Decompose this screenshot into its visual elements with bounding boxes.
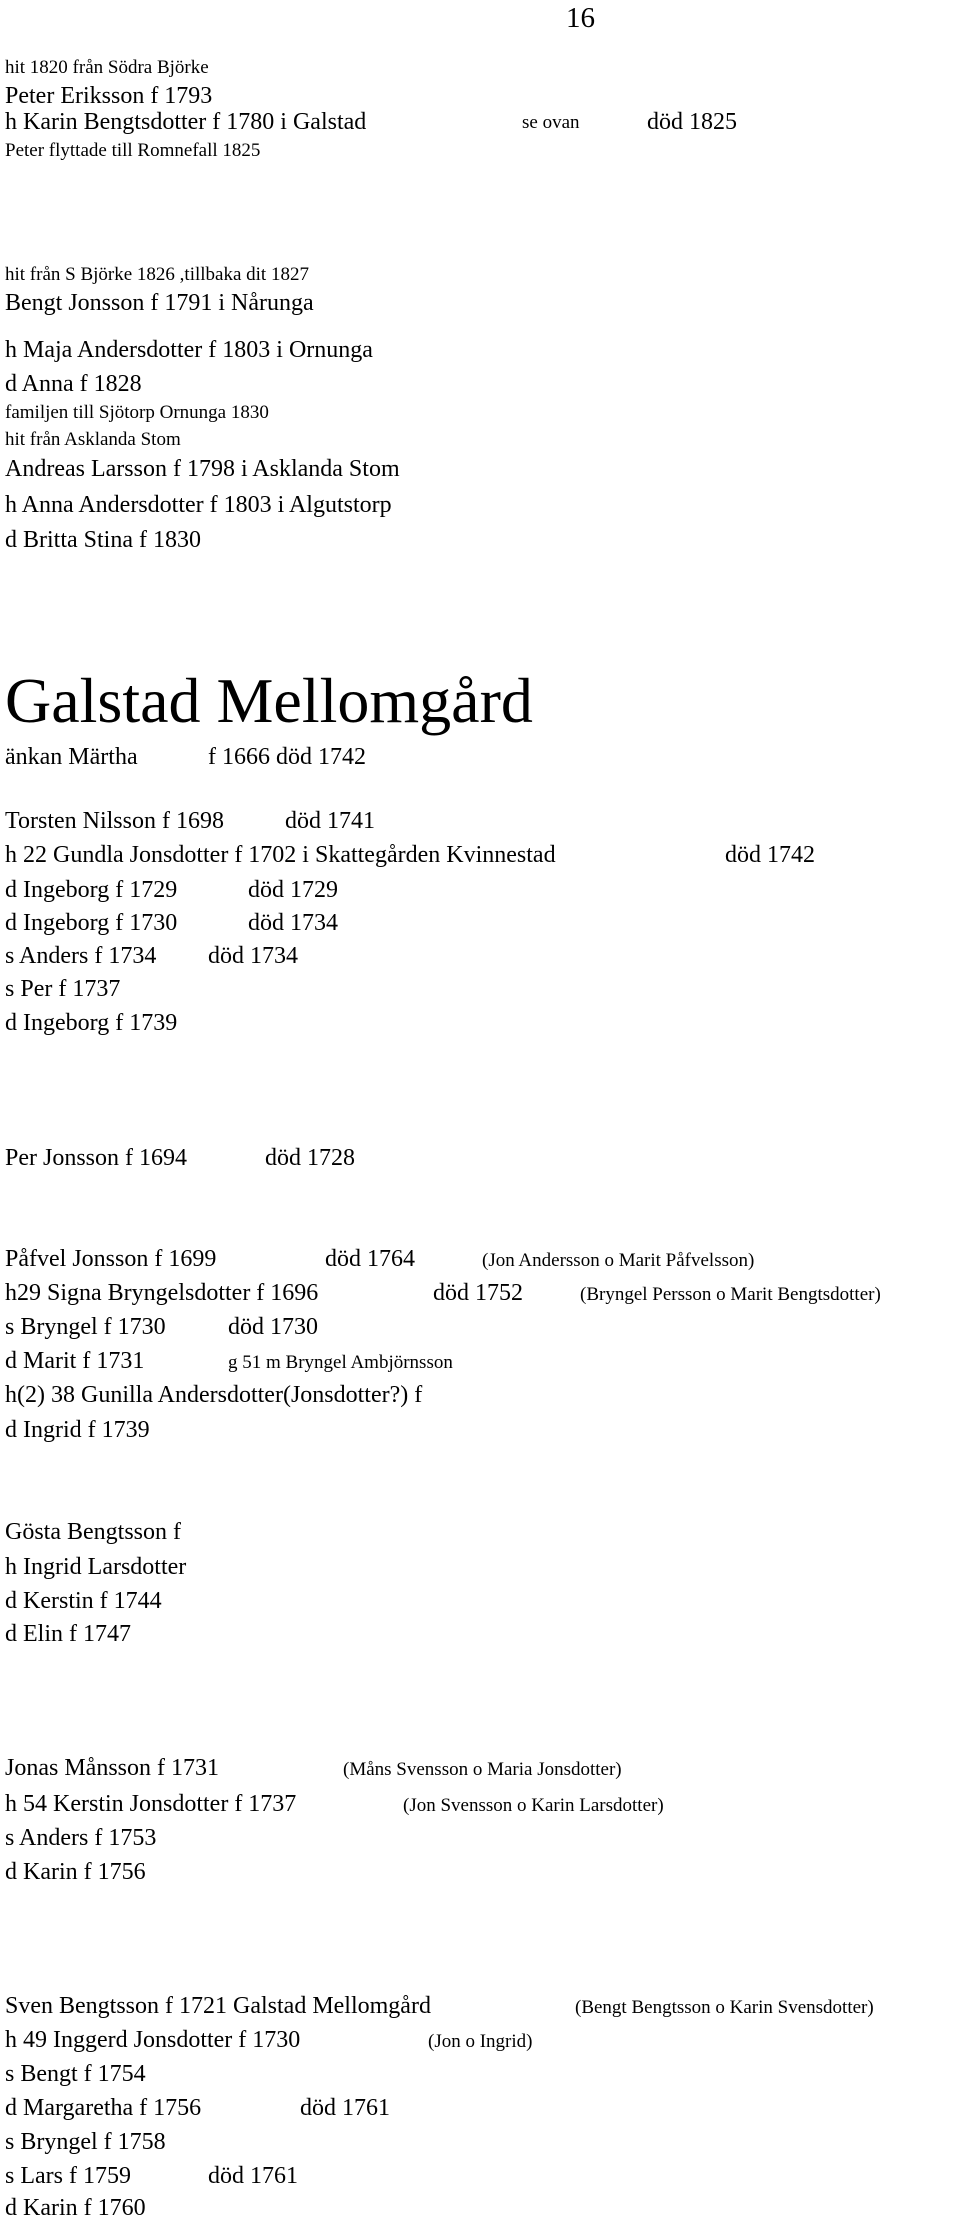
page-number: 16	[566, 2, 595, 34]
text-line: hit 1820 från Södra Björke	[5, 57, 209, 78]
text-line: s Anders f 1734	[5, 943, 157, 969]
text-line: d Karin f 1756	[5, 1859, 146, 1885]
text-line: s Per f 1737	[5, 976, 121, 1002]
text-line: d Karin f 1760	[5, 2195, 146, 2221]
text-line: Bengt Jonsson f 1791 i Nårunga	[5, 290, 314, 316]
annotation: se ovan	[522, 112, 580, 133]
text-line: h Ingrid Larsdotter	[5, 1554, 187, 1580]
death-year: död 1742	[725, 842, 815, 868]
parents-note: (Jon Andersson o Marit Påfvelsson)	[482, 1250, 755, 1271]
text-line: d Kerstin f 1744	[5, 1588, 162, 1614]
text-line: Torsten Nilsson f 1698	[5, 808, 224, 834]
text-line: d Ingrid f 1739	[5, 1417, 150, 1443]
text-line: d Ingeborg f 1730	[5, 910, 178, 936]
death-year: död 1752	[433, 1280, 523, 1306]
text-line: f 1666 död 1742	[208, 744, 366, 770]
death-year: död 1734	[208, 943, 298, 969]
death-year: död 1728	[265, 1145, 355, 1171]
parents-note: (Jon o Ingrid)	[428, 2031, 533, 2052]
text-line: h 54 Kerstin Jonsdotter f 1737	[5, 1791, 297, 1817]
text-line: familjen till Sjötorp Ornunga 1830	[5, 402, 269, 423]
death-year: död 1729	[248, 877, 338, 903]
text-line: d Ingeborg f 1739	[5, 1010, 178, 1036]
text-line: h Anna Andersdotter f 1803 i Algutstorp	[5, 492, 392, 518]
text-line: d Elin f 1747	[5, 1621, 131, 1647]
text-line: s Bryngel f 1758	[5, 2129, 166, 2155]
text-line: Gösta Bengtsson f	[5, 1519, 181, 1545]
death-year: död 1761	[300, 2095, 390, 2121]
text-line: Peter Eriksson f 1793	[5, 83, 213, 109]
text-line: änkan Märtha	[5, 744, 138, 770]
text-line: Påfvel Jonsson f 1699	[5, 1246, 217, 1272]
death-year: död 1741	[285, 808, 375, 834]
parents-note: (Bryngel Persson o Marit Bengtsdotter)	[580, 1284, 881, 1305]
death-year: död 1730	[228, 1314, 318, 1340]
text-line: d Margaretha f 1756	[5, 2095, 202, 2121]
death-year: död 1761	[208, 2163, 298, 2189]
text-line: h29 Signa Bryngelsdotter f 1696	[5, 1280, 319, 1306]
text-line: h(2) 38 Gunilla Andersdotter(Jonsdotter?) f	[5, 1382, 423, 1408]
text-line: Per Jonsson f 1694	[5, 1145, 188, 1171]
text-line: s Bryngel f 1730	[5, 1314, 166, 1340]
text-line: hit från Asklanda Stom	[5, 429, 181, 450]
text-line: h 22 Gundla Jonsdotter f 1702 i Skattegården Kvinnestad	[5, 842, 556, 868]
death-year: död 1734	[248, 910, 338, 936]
text-line: d Ingeborg f 1729	[5, 877, 178, 903]
text-line: h Karin Bengtsdotter f 1780 i Galstad	[5, 109, 367, 135]
text-line: Sven Bengtsson f 1721 Galstad Mellomgård	[5, 1993, 431, 2019]
text-line: s Anders f 1753	[5, 1825, 157, 1851]
parents-note: (Bengt Bengtsson o Karin Svensdotter)	[575, 1997, 874, 2018]
text-line: hit från S Björke 1826 ,tillbaka dit 1827	[5, 264, 309, 285]
text-line: Jonas Månsson f 1731	[5, 1755, 219, 1781]
text-line: d Britta Stina f 1830	[5, 527, 201, 553]
marriage-note: g 51 m Bryngel Ambjörnsson	[228, 1352, 453, 1373]
death-year: död 1764	[325, 1246, 415, 1272]
text-line: d Anna f 1828	[5, 371, 142, 397]
text-line: s Bengt f 1754	[5, 2061, 146, 2087]
text-line: s Lars f 1759	[5, 2163, 131, 2189]
section-heading: Galstad Mellomgård	[5, 665, 533, 736]
text-line: h Maja Andersdotter f 1803 i Ornunga	[5, 337, 373, 363]
text-line: Peter flyttade till Romnefall 1825	[5, 140, 261, 161]
death-year: död 1825	[647, 109, 737, 135]
parents-note: (Jon Svensson o Karin Larsdotter)	[403, 1795, 664, 1816]
text-line: h 49 Inggerd Jonsdotter f 1730	[5, 2027, 301, 2053]
text-line: d Marit f 1731	[5, 1348, 145, 1374]
text-line: Andreas Larsson f 1798 i Asklanda Stom	[5, 456, 400, 482]
parents-note: (Måns Svensson o Maria Jonsdotter)	[343, 1759, 622, 1780]
